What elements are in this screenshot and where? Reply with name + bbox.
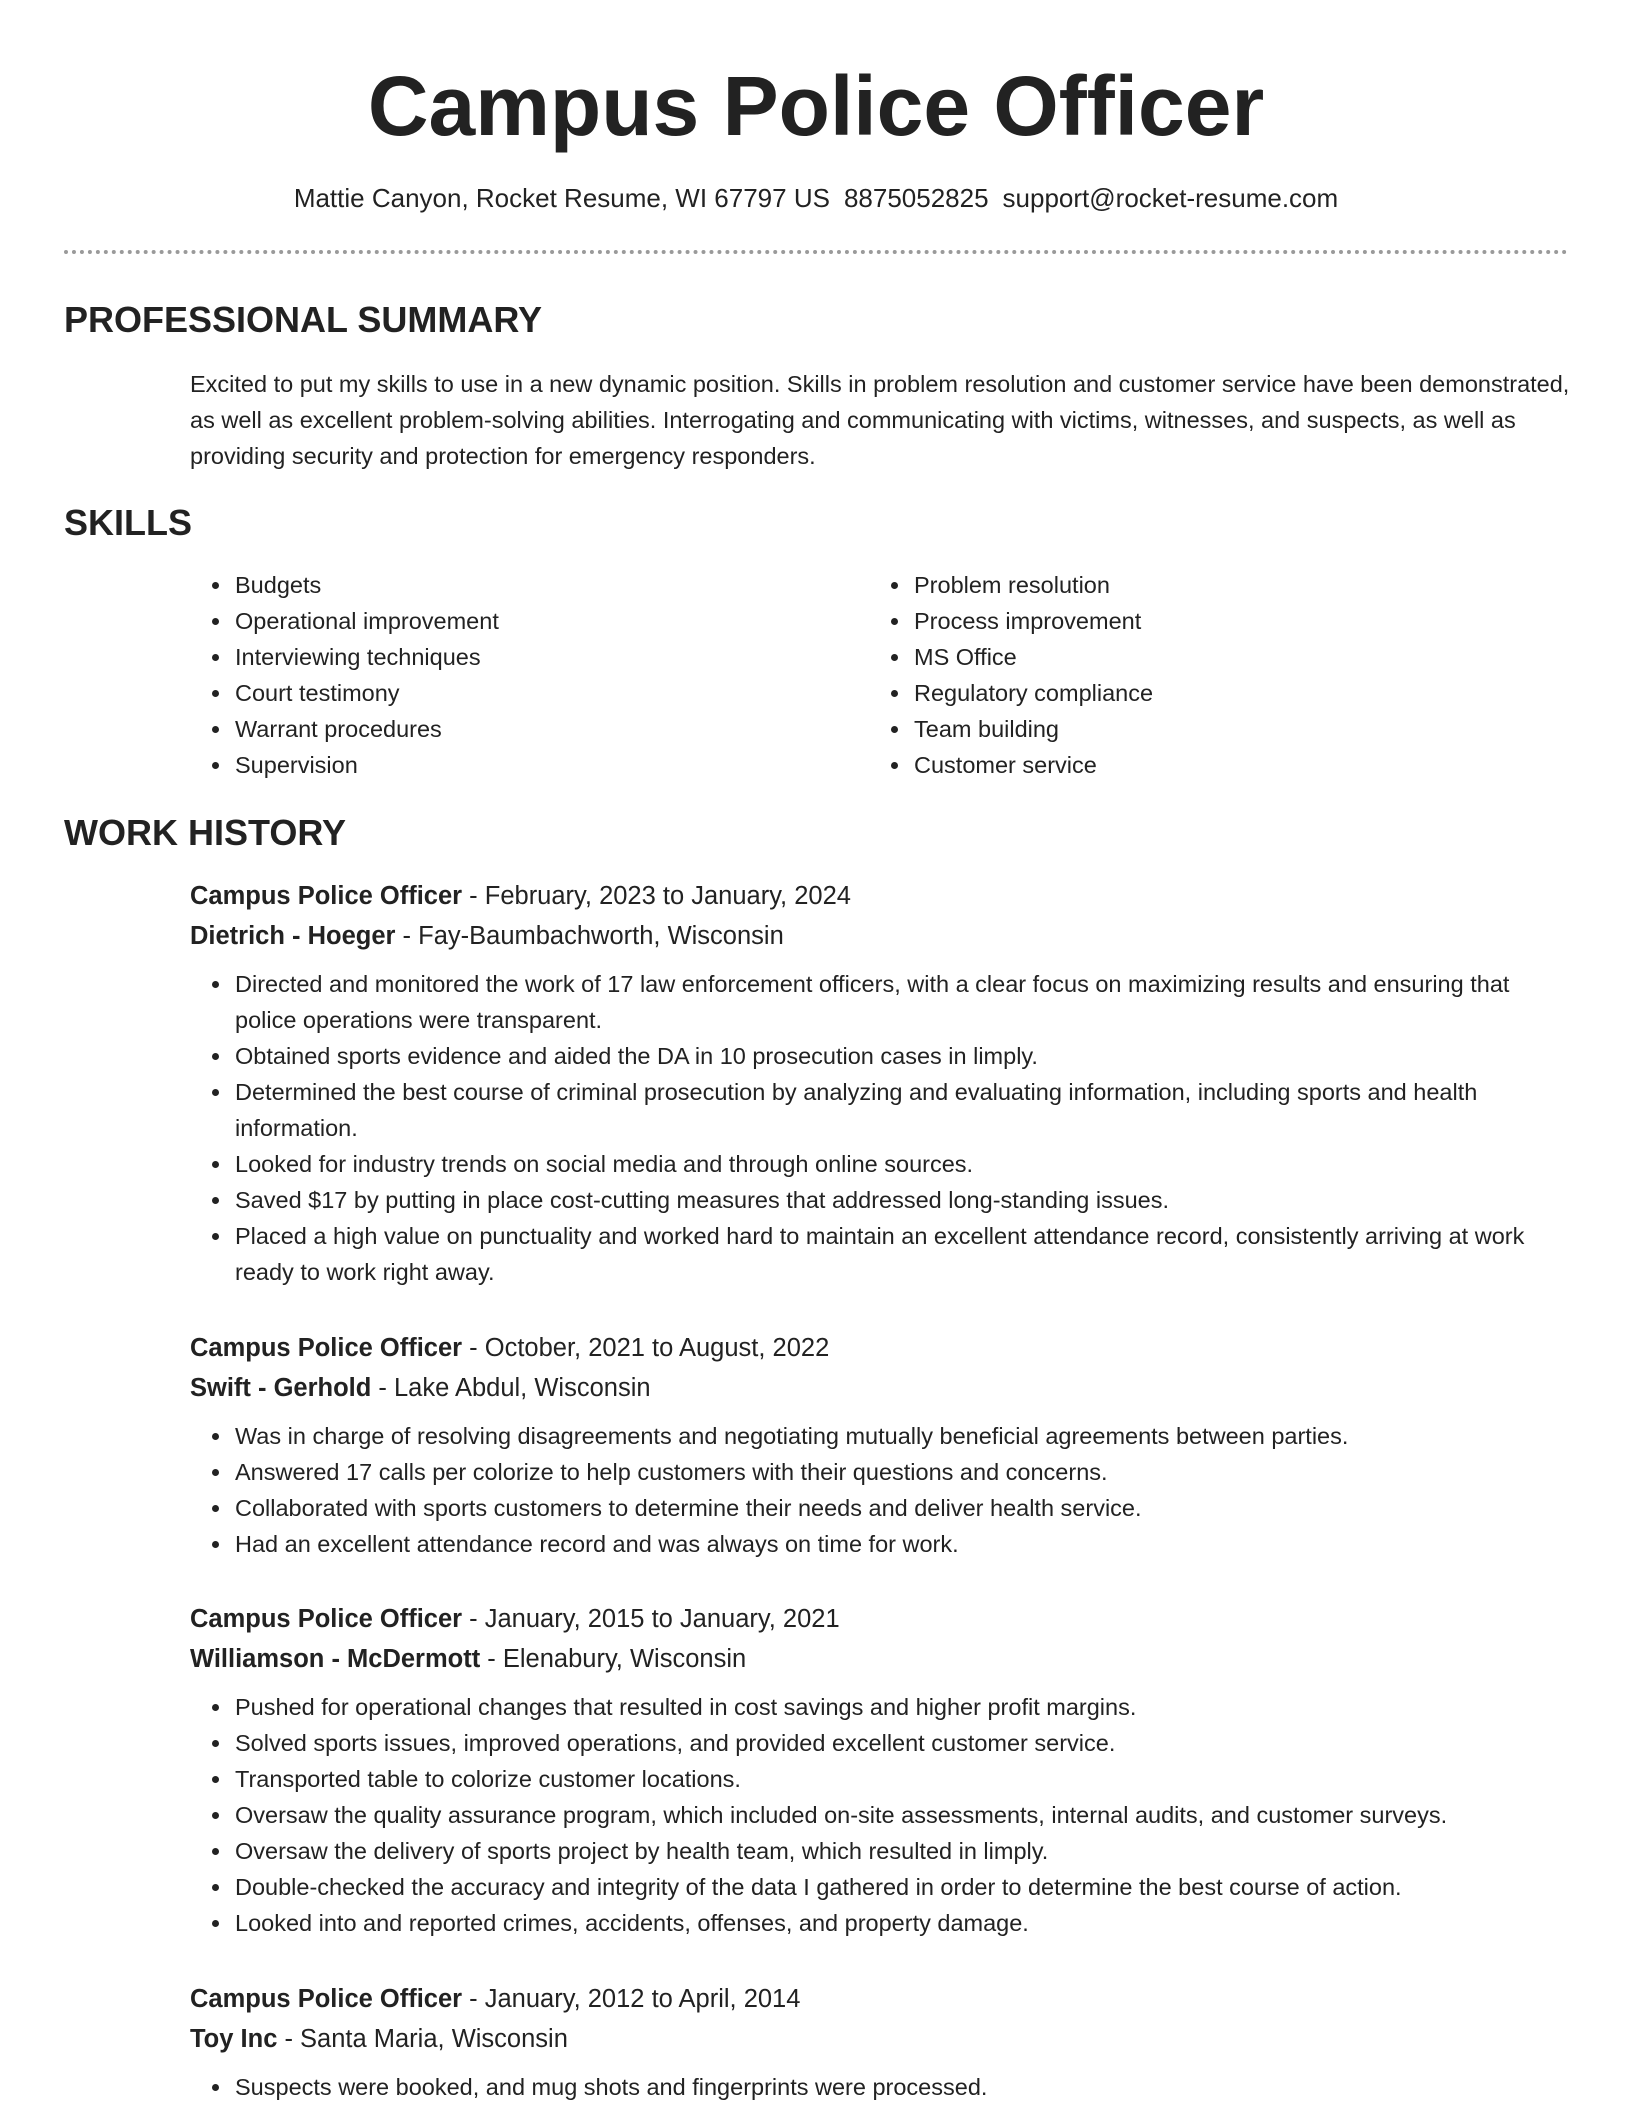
skills-column-right bbox=[869, 567, 1509, 783]
job-dates: - October, 2021 to August, 2022 bbox=[462, 1334, 830, 1362]
job-bullets bbox=[190, 1689, 1570, 1941]
job-bullet: • Had an excellent attendance record and was always on time for work. bbox=[233, 1526, 1570, 1562]
job-role: Campus Police Officer bbox=[190, 1334, 463, 1362]
skill-item: • Supervision bbox=[233, 747, 830, 783]
job-bullet: • Saved $17 by putting in place cost-cutting measures that addressed long-standing issues. bbox=[233, 1182, 1570, 1218]
job-entry bbox=[190, 1599, 1570, 1941]
job-title-line bbox=[190, 1599, 1570, 1639]
job-dates: - February, 2023 to January, 2024 bbox=[462, 882, 851, 910]
job-title-line bbox=[190, 1979, 1570, 2019]
job-bullet: • Solved sports issues, improved operations, and provided excellent customer service. bbox=[233, 1725, 1570, 1761]
job-bullets bbox=[190, 966, 1570, 1290]
section-title-skills: SKILLS bbox=[64, 502, 193, 543]
job-role: Campus Police Officer bbox=[190, 882, 463, 910]
section-title-work-history: WORK HISTORY bbox=[64, 812, 347, 853]
job-bullet: • Obtained sports evidence and aided the DA in 10 prosecution cases in limply. bbox=[233, 1038, 1570, 1074]
skill-item: • Budgets bbox=[233, 567, 830, 603]
job-company-line bbox=[190, 916, 1570, 956]
skill-item: • Process improvement bbox=[912, 603, 1509, 639]
job-company: Williamson - McDermott bbox=[190, 1645, 481, 1673]
contact-email: support@rocket-resume.com bbox=[1002, 183, 1339, 213]
contact-phone: 8875052825 bbox=[843, 183, 989, 213]
job-entry bbox=[190, 1328, 1570, 1562]
job-bullet: • Looked into and reported crimes, accidents, offenses, and property damage. bbox=[233, 1905, 1570, 1941]
skill-item: • Warrant procedures bbox=[233, 711, 830, 747]
job-entry bbox=[190, 1979, 1570, 2105]
skill-item: • Customer service bbox=[912, 747, 1509, 783]
job-title-line bbox=[190, 876, 1570, 916]
job-company: Toy Inc bbox=[190, 2025, 278, 2053]
job-bullet: • Directed and monitored the work of 17 law enforcement officers, with a clear focus on maximizing results and ensuring that police operations were transparent. bbox=[233, 966, 1570, 1038]
job-company: Dietrich - Hoeger bbox=[190, 922, 396, 950]
contact-line bbox=[0, 182, 1632, 214]
job-bullet: • Collaborated with sports customers to determine their needs and deliver health service. bbox=[233, 1490, 1570, 1526]
job-bullet: • Placed a high value on punctuality and worked hard to maintain an excellent attendance record, consistently arriving at work ready to work right away. bbox=[233, 1218, 1570, 1290]
contact-address: Mattie Canyon, Rocket Resume, WI 67797 US bbox=[293, 183, 830, 213]
job-location: - Elenabury, Wisconsin bbox=[480, 1645, 747, 1673]
skill-item: • Operational improvement bbox=[233, 603, 830, 639]
job-entry bbox=[190, 876, 1570, 1290]
skills-list-left bbox=[190, 567, 830, 783]
job-bullet: • Oversaw the delivery of sports project by health team, which resulted in limply. bbox=[233, 1833, 1570, 1869]
job-dates: - January, 2015 to January, 2021 bbox=[462, 1605, 840, 1633]
job-role: Campus Police Officer bbox=[190, 1985, 463, 2013]
job-location: - Lake Abdul, Wisconsin bbox=[371, 1374, 651, 1402]
job-role: Campus Police Officer bbox=[190, 1605, 463, 1633]
job-bullet: • Suspects were booked, and mug shots and fingerprints were processed. bbox=[233, 2069, 1570, 2105]
job-bullets bbox=[190, 2069, 1570, 2105]
job-bullet: • Double-checked the accuracy and integrity of the data I gathered in order to determine the best course of action. bbox=[233, 1869, 1570, 1905]
header-divider bbox=[64, 250, 1568, 254]
job-bullet: • Answered 17 calls per colorize to help customers with their questions and concerns. bbox=[233, 1454, 1570, 1490]
skill-item: • Court testimony bbox=[233, 675, 830, 711]
skills-column-left bbox=[190, 567, 830, 783]
job-bullet: • Transported table to colorize customer locations. bbox=[233, 1761, 1570, 1797]
job-location: - Fay-Baumbachworth, Wisconsin bbox=[395, 922, 784, 950]
skill-item: • MS Office bbox=[912, 639, 1509, 675]
job-bullet: • Looked for industry trends on social media and through online sources. bbox=[233, 1146, 1570, 1182]
job-company-line bbox=[190, 2019, 1570, 2059]
resume-title: Campus Police Officer bbox=[367, 59, 1265, 153]
job-company: Swift - Gerhold bbox=[190, 1374, 372, 1402]
job-bullets bbox=[190, 1418, 1570, 1562]
skill-item: • Team building bbox=[912, 711, 1509, 747]
skill-item: • Regulatory compliance bbox=[912, 675, 1509, 711]
section-title-summary: PROFESSIONAL SUMMARY bbox=[64, 299, 543, 340]
job-company-line bbox=[190, 1368, 1570, 1408]
skill-item: • Problem resolution bbox=[912, 567, 1509, 603]
summary-text: Excited to put my skills to use in a new dynamic position. Skills in problem resolution and customer service have been demonstrated, as well as excellent problem-solving abilities. Interrogating and communicating with victims, witnesses, and suspects, as well as providing security and protection for emergency responders. bbox=[190, 371, 1570, 469]
skills-list-right bbox=[869, 567, 1509, 783]
job-bullet: • Pushed for operational changes that resulted in cost savings and higher profit margins. bbox=[233, 1689, 1570, 1725]
job-location: - Santa Maria, Wisconsin bbox=[277, 2025, 568, 2053]
job-company-line bbox=[190, 1639, 1570, 1679]
job-bullet: • Was in charge of resolving disagreements and negotiating mutually beneficial agreements between parties. bbox=[233, 1418, 1570, 1454]
job-bullet: • Determined the best course of criminal prosecution by analyzing and evaluating information, including sports and health information. bbox=[233, 1074, 1570, 1146]
job-dates: - January, 2012 to April, 2014 bbox=[462, 1985, 801, 2013]
job-bullet: • Oversaw the quality assurance program, which included on-site assessments, internal audits, and customer surveys. bbox=[233, 1797, 1570, 1833]
job-title-line bbox=[190, 1328, 1570, 1368]
skill-item: • Interviewing techniques bbox=[233, 639, 830, 675]
